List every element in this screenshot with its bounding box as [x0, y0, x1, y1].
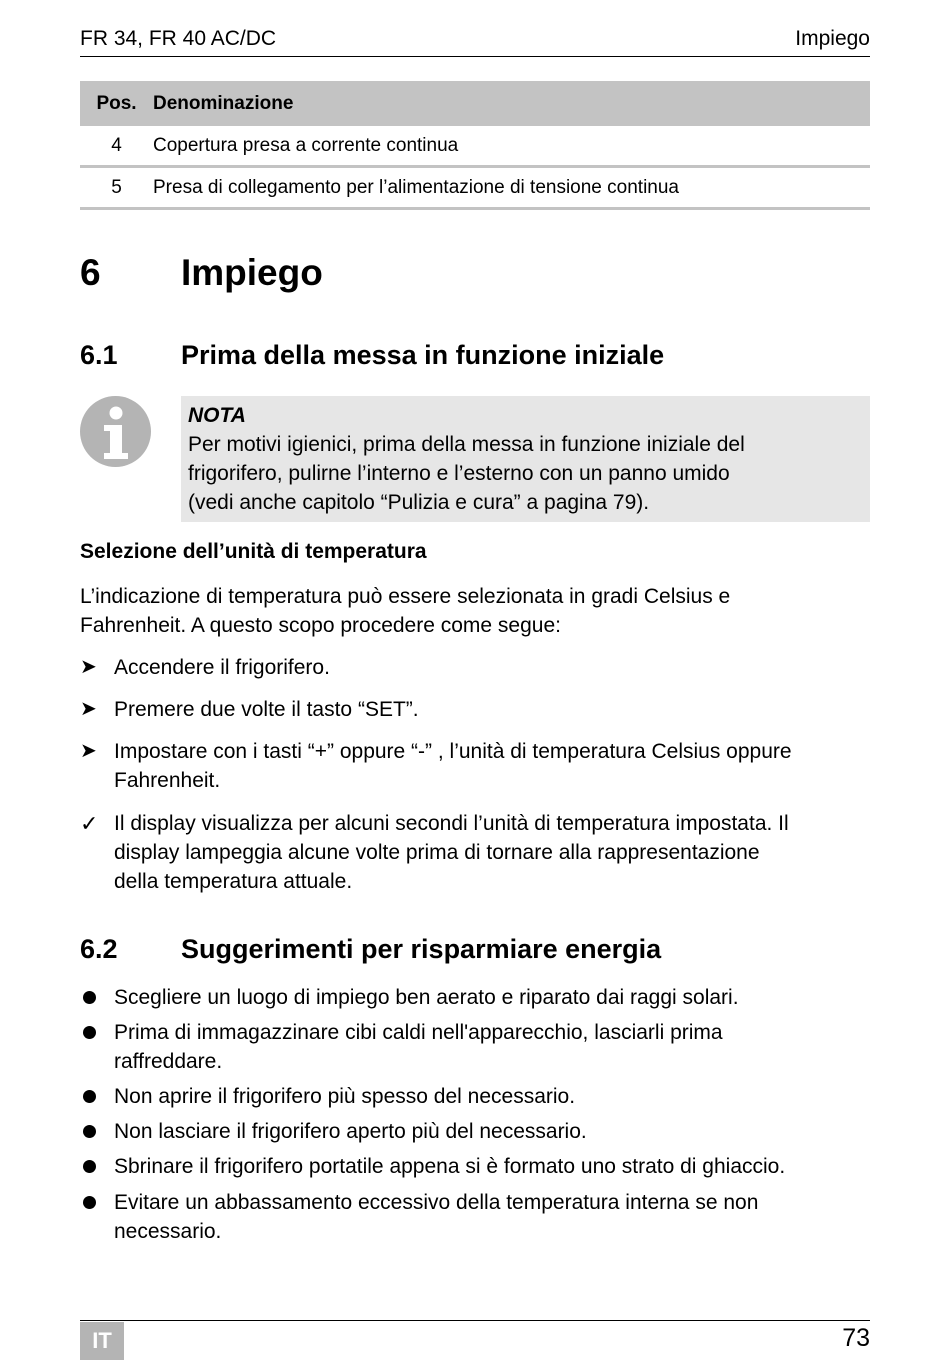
- step-arrow-icon: ➤: [80, 698, 97, 720]
- header-chapter: Impiego: [795, 27, 870, 50]
- note-box: [181, 396, 870, 522]
- cell-pos: 5: [80, 167, 153, 209]
- note-title: NOTA: [188, 404, 246, 427]
- info-icon: [80, 396, 151, 467]
- step-line: Premere due volte il tasto “SET”.: [114, 698, 419, 721]
- section-6-1-title: Prima della messa in funzione iniziale: [181, 340, 665, 370]
- step-line: Impostare con i tasti “+” oppure “-” , l’unità di temperatura Celsius oppure: [114, 740, 792, 763]
- section-6-2-number: 6.2: [80, 934, 118, 964]
- step-line: Accendere il frigorifero.: [114, 656, 330, 679]
- bullet-icon: [83, 1026, 96, 1039]
- bullet-icon: [83, 991, 96, 1004]
- tip-line: Prima di immagazzinare cibi caldi nell'apparecchio, lasciarli prima: [114, 1021, 723, 1044]
- result-line: Il display visualizza per alcuni secondi l’unità di temperatura impostata. Il: [114, 812, 789, 835]
- section-6-1-number: 6.1: [80, 340, 118, 370]
- tip-line: necessario.: [114, 1220, 222, 1243]
- step-arrow-icon: ➤: [80, 740, 97, 762]
- col-header-name: Denominazione: [153, 81, 870, 126]
- step-line: Fahrenheit.: [114, 769, 221, 792]
- result-line: della temperatura attuale.: [114, 870, 353, 893]
- cell-pos: 4: [80, 126, 153, 167]
- table-row: [80, 126, 870, 167]
- tip-line: Scegliere un luogo di impiego ben aerato e riparato dai raggi solari.: [114, 986, 739, 1009]
- note-line: Per motivi igienici, prima della messa in funzione iniziale del: [188, 433, 745, 456]
- language-badge: IT: [80, 1322, 124, 1360]
- bullet-icon: [83, 1090, 96, 1103]
- footer-divider: [80, 1320, 870, 1321]
- section-6-title: Impiego: [181, 252, 323, 293]
- note-line: frigorifero, pulirne l’interno e l’esterno con un panno umido: [188, 462, 730, 485]
- section-6-number: 6: [80, 252, 101, 293]
- header-model: FR 34, FR 40 AC/DC: [80, 27, 277, 50]
- tip-line: Non aprire il frigorifero più spesso del necessario.: [114, 1085, 576, 1108]
- bullet-icon: [83, 1125, 96, 1138]
- page-header: [80, 26, 870, 57]
- intro-line: L’indicazione di temperatura può essere selezionata in gradi Celsius e: [80, 585, 731, 608]
- intro-line: Fahrenheit. A questo scopo procedere come segue:: [80, 614, 561, 637]
- parts-table: [80, 81, 870, 210]
- intro-paragraph: [80, 582, 870, 640]
- tip-line: raffreddare.: [114, 1050, 223, 1073]
- table-header-row: [80, 81, 870, 126]
- result-line: display lampeggia alcune volte prima di tornare alla rappresentazione: [114, 841, 760, 864]
- tip-line: Sbrinare il frigorifero portatile appena si è formato uno strato di ghiaccio.: [114, 1155, 786, 1178]
- cell-name: Presa di collegamento per l’alimentazione di tensione continua: [153, 167, 870, 209]
- page-number: 73: [842, 1324, 870, 1352]
- note-line: (vedi anche capitolo “Pulizia e cura” a pagina 79).: [188, 491, 650, 514]
- tip-line: Evitare un abbassamento eccessivo della temperatura interna se non: [114, 1191, 759, 1214]
- checkmark-icon: ✓: [80, 811, 99, 836]
- cell-name: Copertura presa a corrente continua: [153, 126, 870, 167]
- subheading-temperature-unit: Selezione dell’unità di temperatura: [80, 540, 427, 563]
- section-6-2-title: Suggerimenti per risparmiare energia: [181, 934, 662, 964]
- bullet-icon: [83, 1196, 96, 1209]
- step-arrow-icon: ➤: [80, 656, 97, 678]
- col-header-pos: Pos.: [80, 81, 153, 126]
- tip-line: Non lasciare il frigorifero aperto più del necessario.: [114, 1120, 587, 1143]
- bullet-icon: [83, 1160, 96, 1173]
- table-row: [80, 167, 870, 209]
